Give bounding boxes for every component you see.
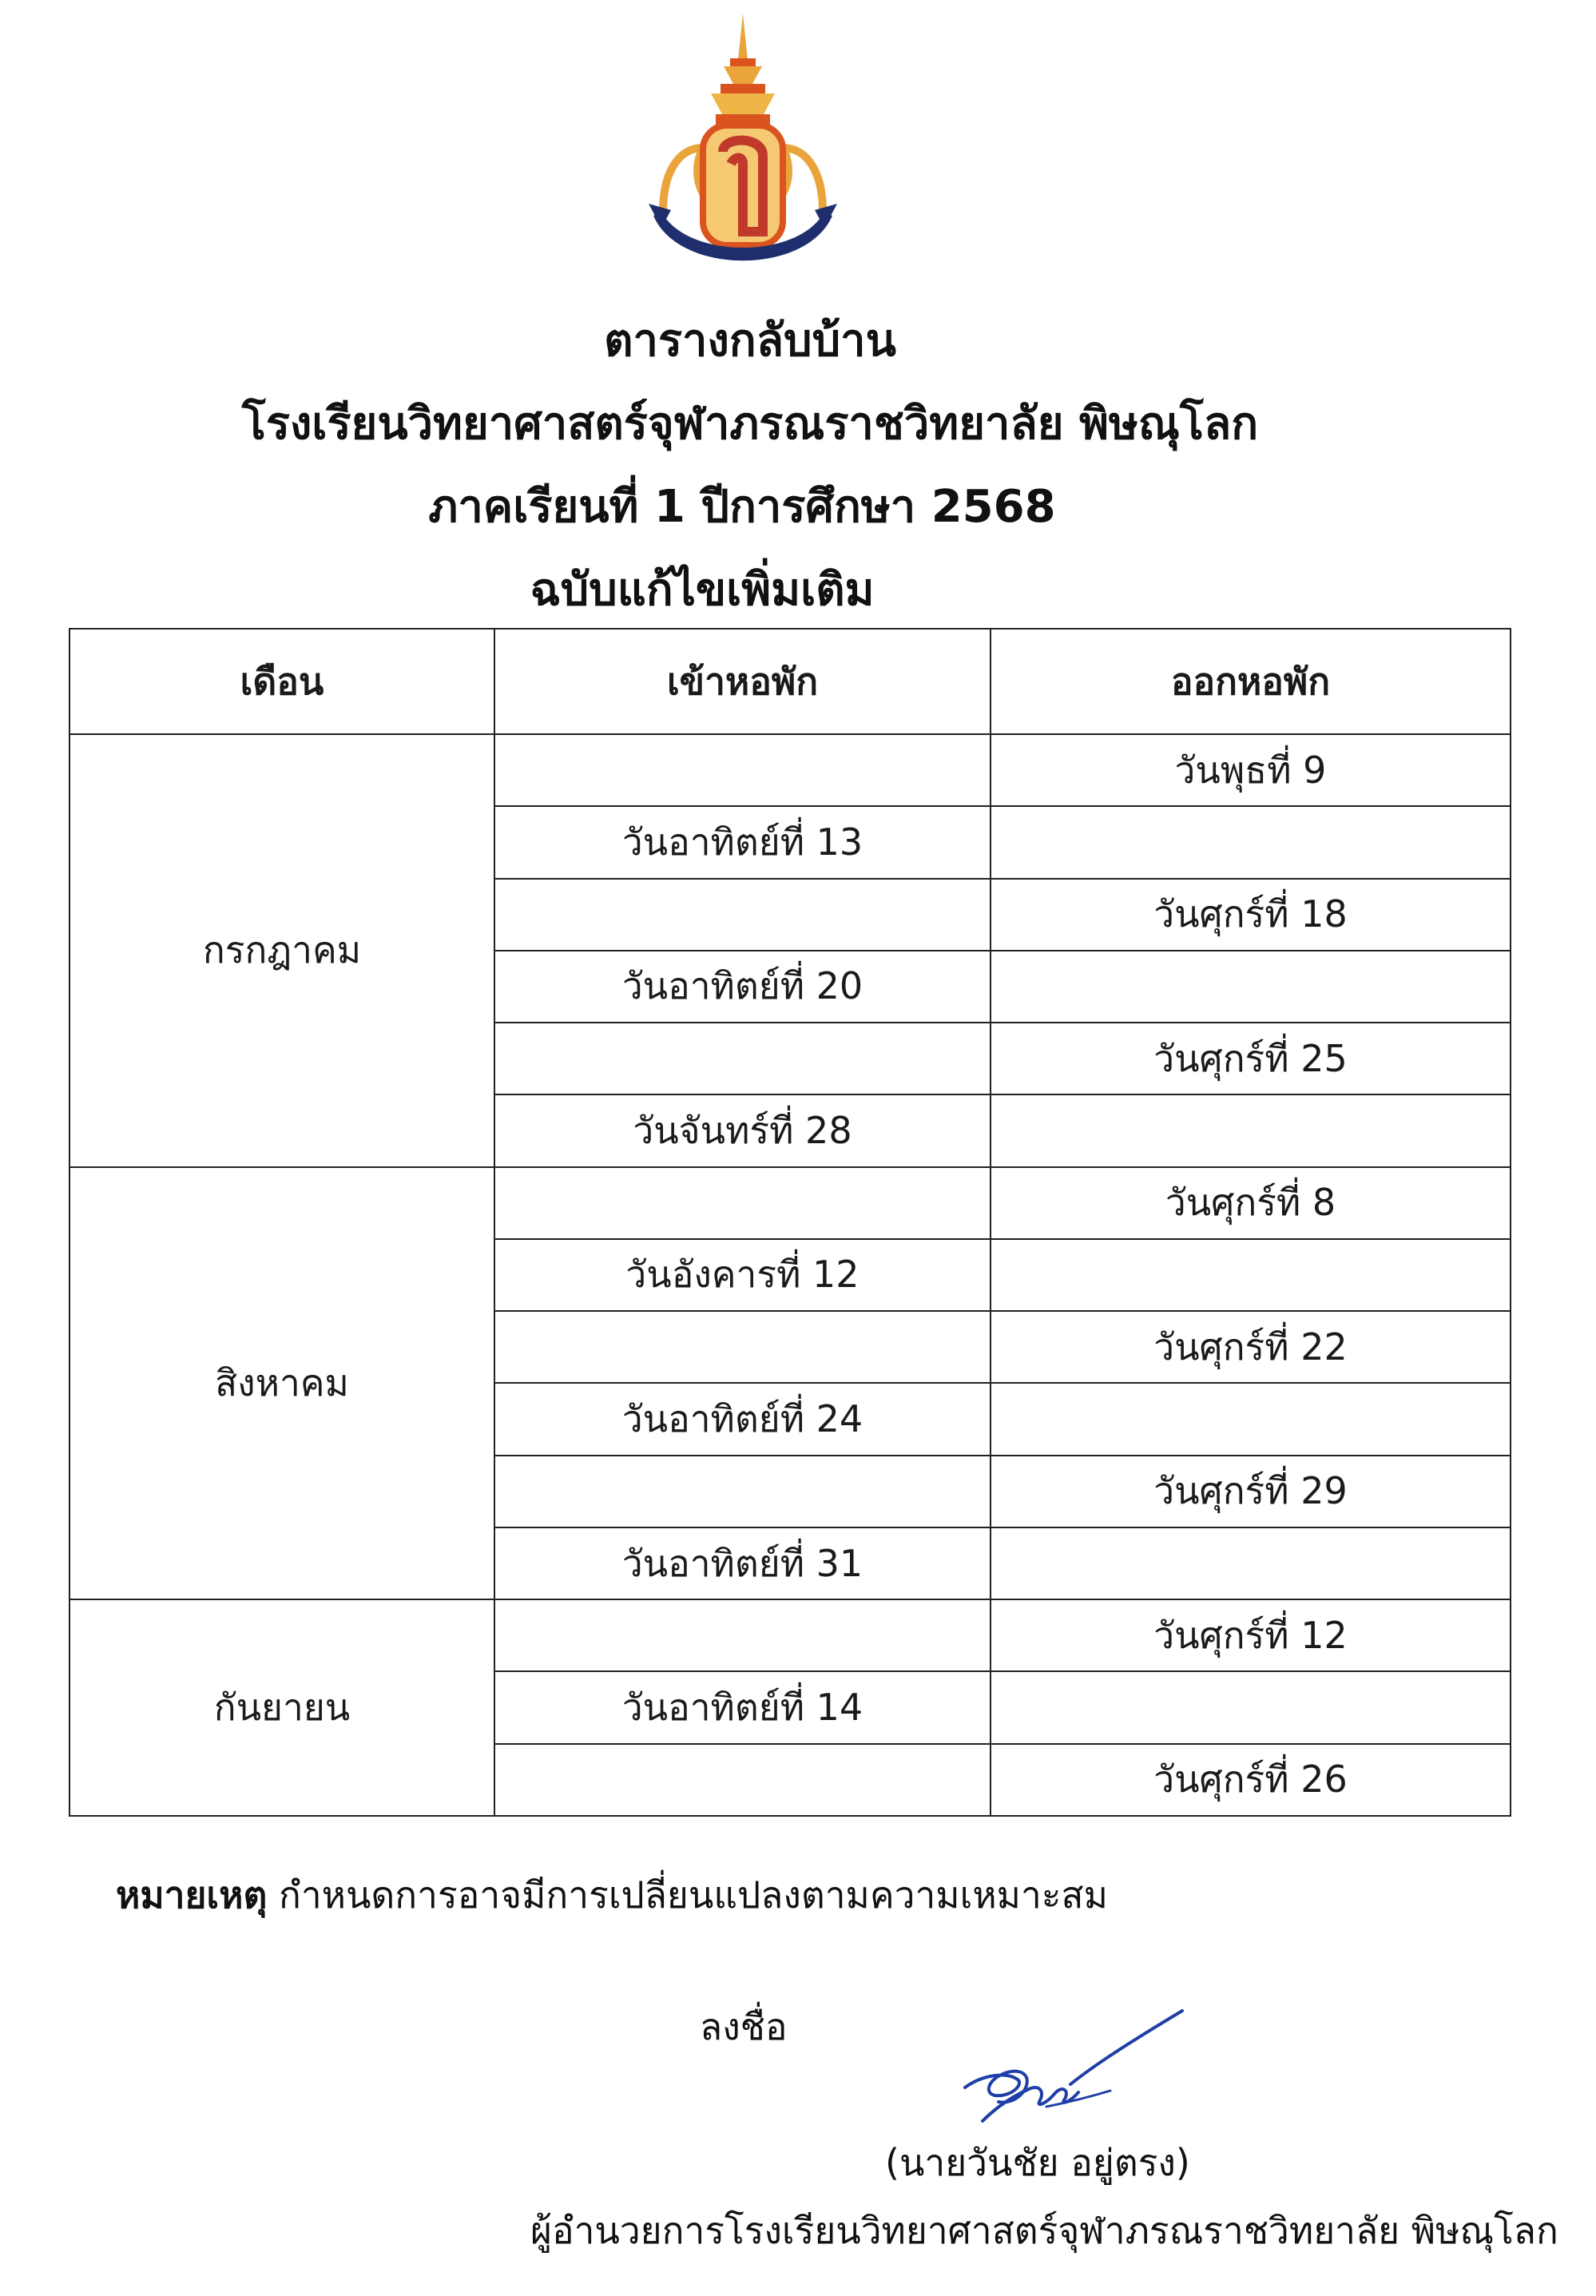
check-out-cell xyxy=(991,806,1511,878)
header-check-in: เข้าหอพัก xyxy=(494,629,991,734)
check-out-cell: วันศุกร์ที่ 25 xyxy=(991,1023,1511,1094)
table-header-row xyxy=(69,629,1511,734)
check-in-cell: วันอาทิตย์ที่ 31 xyxy=(494,1527,991,1599)
school-emblem-logo xyxy=(647,12,839,288)
table-row xyxy=(69,1599,1511,1671)
header-month: เดือน xyxy=(69,629,494,734)
check-in-cell: วันอาทิตย์ที่ 14 xyxy=(494,1671,991,1743)
check-in-cell xyxy=(494,1311,991,1383)
check-in-cell xyxy=(494,1023,991,1094)
check-in-cell xyxy=(494,734,991,806)
month-cell: กรกฎาคม xyxy=(69,734,494,1167)
signature-label: ลงชื่อ xyxy=(700,2005,788,2048)
check-out-cell xyxy=(991,1094,1511,1166)
remark xyxy=(116,1869,1108,1921)
check-out-cell xyxy=(991,1239,1511,1311)
check-out-cell xyxy=(991,1383,1511,1455)
month-cell: สิงหาคม xyxy=(69,1167,494,1600)
check-out-cell: วันศุกร์ที่ 12 xyxy=(991,1599,1511,1671)
check-out-cell: วันศุกร์ที่ 26 xyxy=(991,1744,1511,1816)
check-out-cell xyxy=(991,951,1511,1023)
check-in-cell xyxy=(494,879,991,951)
check-out-cell xyxy=(991,1527,1511,1599)
check-out-cell: วันศุกร์ที่ 29 xyxy=(991,1456,1511,1527)
semester-heading: ภาคเรียนที่ 1 ปีการศึกษา 2568 xyxy=(428,481,1056,533)
check-out-cell: วันศุกร์ที่ 18 xyxy=(991,879,1511,951)
signer-position: ผู้อำนวยการโรงเรียนวิทยาศาสตร์จุฬาภรณราชวิทยาลัย พิษณุโลก xyxy=(530,2209,1558,2252)
handwritten-signature xyxy=(951,2001,1190,2137)
check-in-cell: วันอาทิตย์ที่ 13 xyxy=(494,806,991,878)
remark-label: หมายเหตุ xyxy=(116,1873,268,1917)
remark-text: กำหนดการอาจมีการเปลี่ยนแปลงตามความเหมาะสม xyxy=(278,1873,1108,1917)
check-out-cell: วันศุกร์ที่ 8 xyxy=(991,1167,1511,1239)
document-title: ตารางกลับบ้าน xyxy=(604,315,896,367)
check-in-cell xyxy=(494,1167,991,1239)
check-in-cell xyxy=(494,1599,991,1671)
table-row xyxy=(69,734,1511,806)
table-row xyxy=(69,1167,1511,1239)
check-in-cell: วันอาทิตย์ที่ 20 xyxy=(494,951,991,1023)
check-in-cell xyxy=(494,1744,991,1816)
revision-heading: ฉบับแก้ไขเพิ่มเติม xyxy=(530,564,875,616)
signer-name: (นายวันชัย อยู่ตรง) xyxy=(885,2141,1190,2184)
check-in-cell: วันอาทิตย์ที่ 24 xyxy=(494,1383,991,1455)
check-in-cell xyxy=(494,1456,991,1527)
check-out-cell xyxy=(991,1671,1511,1743)
check-in-cell: วันจันทร์ที่ 28 xyxy=(494,1094,991,1166)
dormitory-schedule-table xyxy=(69,628,1511,1817)
check-out-cell: วันพุธที่ 9 xyxy=(991,734,1511,806)
check-out-cell: วันศุกร์ที่ 22 xyxy=(991,1311,1511,1383)
header-check-out: ออกหอพัก xyxy=(991,629,1511,734)
month-cell: กันยายน xyxy=(69,1599,494,1816)
school-name-heading: โรงเรียนวิทยาศาสตร์จุฬาภรณราชวิทยาลัย พิษณุโลก xyxy=(241,398,1259,450)
check-in-cell: วันอังคารที่ 12 xyxy=(494,1239,991,1311)
